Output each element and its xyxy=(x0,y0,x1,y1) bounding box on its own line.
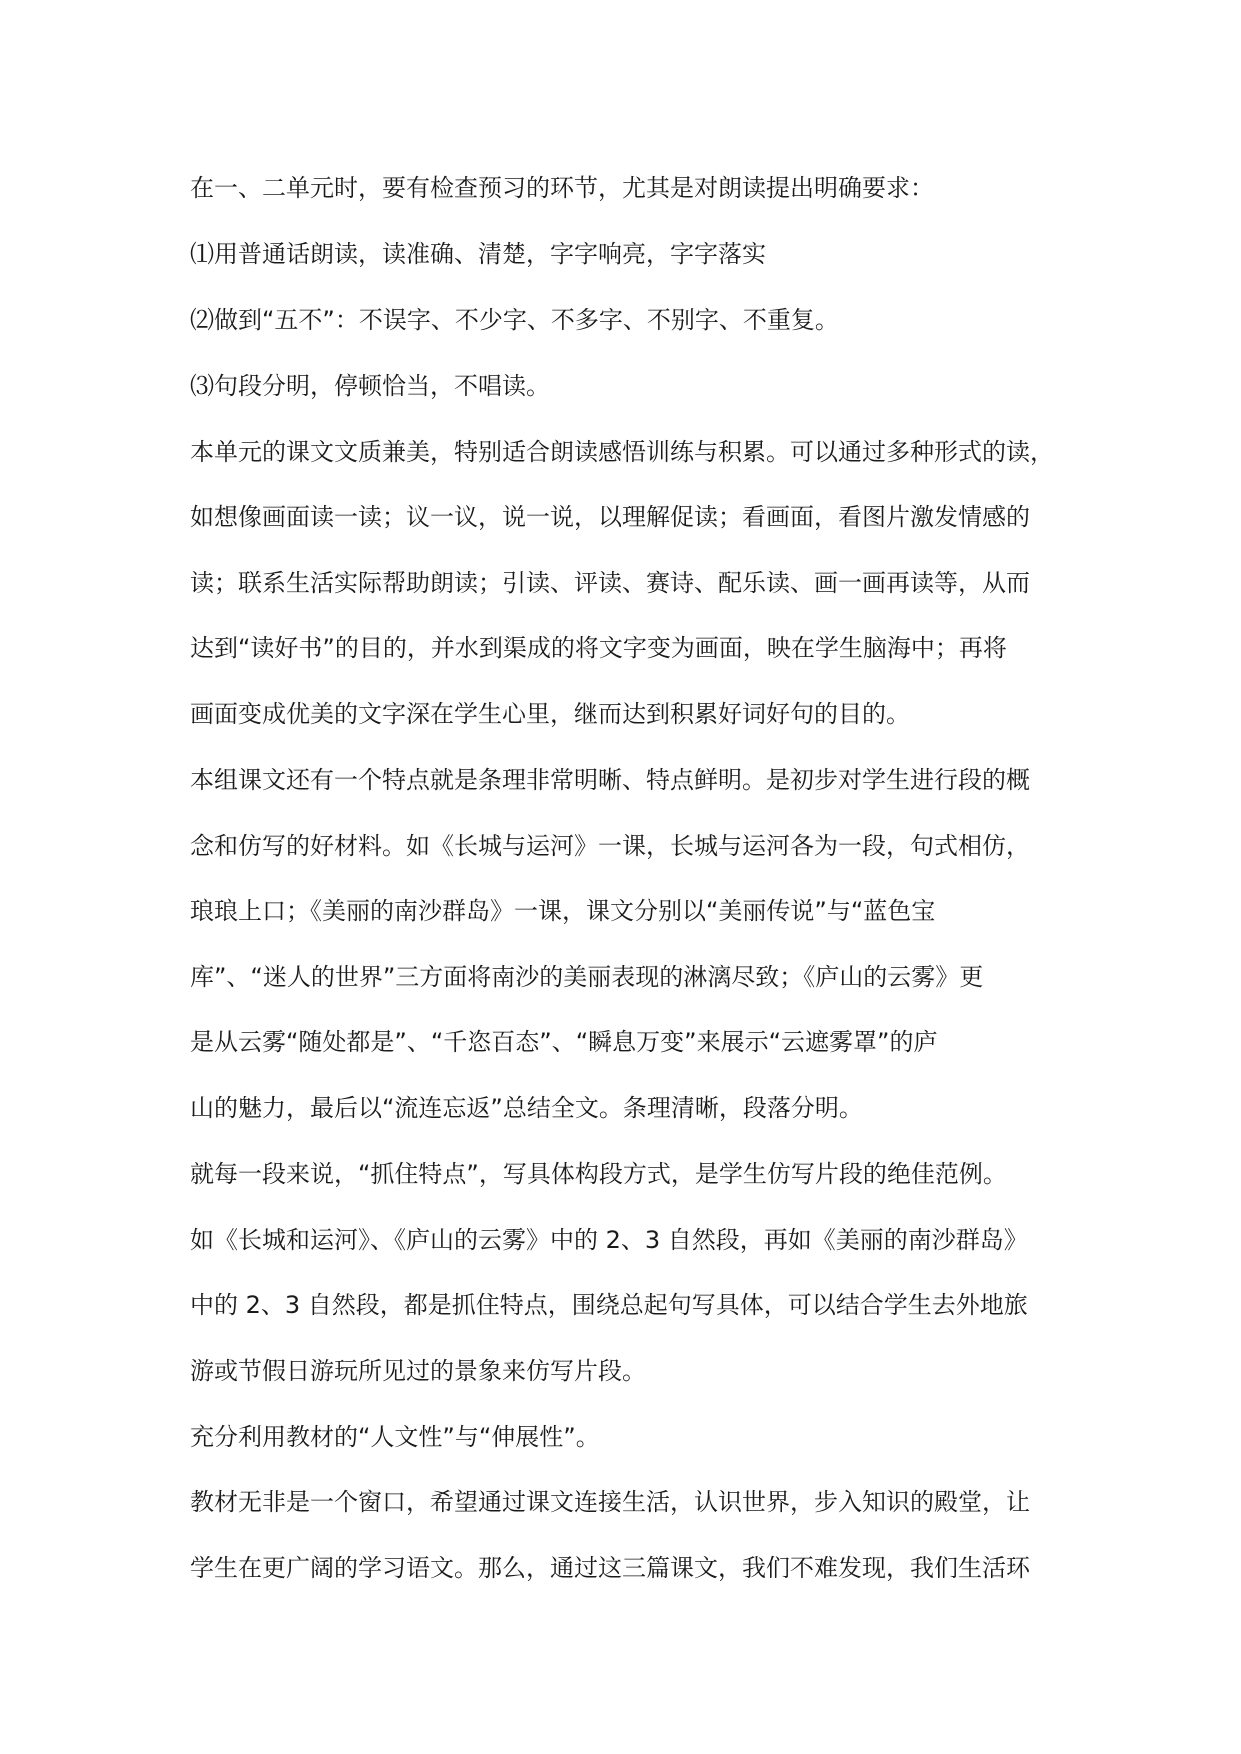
text-line: 念和仿写的好材料。如《长城与运河》一课，长城与运河各为一段，句式相仿， xyxy=(190,832,1030,860)
text-line: ⑴用普通话朗读，读准确、清楚，字字响亮，字字落实 xyxy=(190,240,766,268)
text-line: 中的 2、3 自然段，都是抓住特点，围绕总起句写具体，可以结合学生去外地旅 xyxy=(190,1291,1028,1319)
text-line: 本单元的课文文质兼美，特别适合朗读感悟训练与积累。可以通过多种形式的读， xyxy=(190,438,1054,466)
text-line: ⑶句段分明，停顿恰当，不唱读。 xyxy=(190,372,550,400)
text-line: 就每一段来说，“抓住特点”，写具体构段方式，是学生仿写片段的绝佳范例。 xyxy=(190,1160,1007,1188)
text-line: 读；联系生活实际帮助朗读；引读、评读、赛诗、配乐读、画一画再读等，从而 xyxy=(190,569,1030,597)
text-line: ⑵做到“五不”：不误字、不少字、不多字、不别字、不重复。 xyxy=(190,306,839,334)
text-line: 是从云雾“随处都是”、“千恣百态”、“瞬息万变”来展示“云遮雾罩”的庐 xyxy=(190,1028,938,1056)
text-line: 教材无非是一个窗口，希望通过课文连接生活，认识世界，步入知识的殿堂，让 xyxy=(190,1488,1030,1516)
text-line: 学生在更广阔的学习语文。那么，通过这三篇课文，我们不难发现，我们生活环 xyxy=(190,1554,1030,1582)
text-line: 达到“读好书”的目的，并水到渠成的将文字变为画面，映在学生脑海中；再将 xyxy=(190,634,1007,662)
text-line: 游或节假日游玩所见过的景象来仿写片段。 xyxy=(190,1357,646,1385)
text-line: 画面变成优美的文字深在学生心里，继而达到积累好词好句的目的。 xyxy=(190,700,910,728)
text-line: 本组课文还有一个特点就是条理非常明晰、特点鲜明。是初步对学生进行段的概 xyxy=(190,766,1030,794)
text-line: 库”、“迷人的世界”三方面将南沙的美丽表现的淋漓尽致；《庐山的云雾》更 xyxy=(190,963,984,991)
text-line: 山的魅力，最后以“流连忘返”总结全文。条理清晰，段落分明。 xyxy=(190,1094,863,1122)
text-line: 充分利用教材的“人文性”与“伸展性”。 xyxy=(190,1423,600,1451)
text-line: 琅琅上口；《美丽的南沙群岛》一课，课文分别以“美丽传说”与“蓝色宝 xyxy=(190,897,936,925)
text-line: 如《长城和运河》、《庐山的云雾》中的 2、3 自然段，再如《美丽的南沙群岛》 xyxy=(190,1226,1028,1254)
text-line: 在一、二单元时，要有检查预习的环节，尤其是对朗读提出明确要求： xyxy=(190,174,934,202)
text-line: 如想像画面读一读；议一议，说一说，以理解促读；看画面，看图片激发情感的 xyxy=(190,503,1030,531)
